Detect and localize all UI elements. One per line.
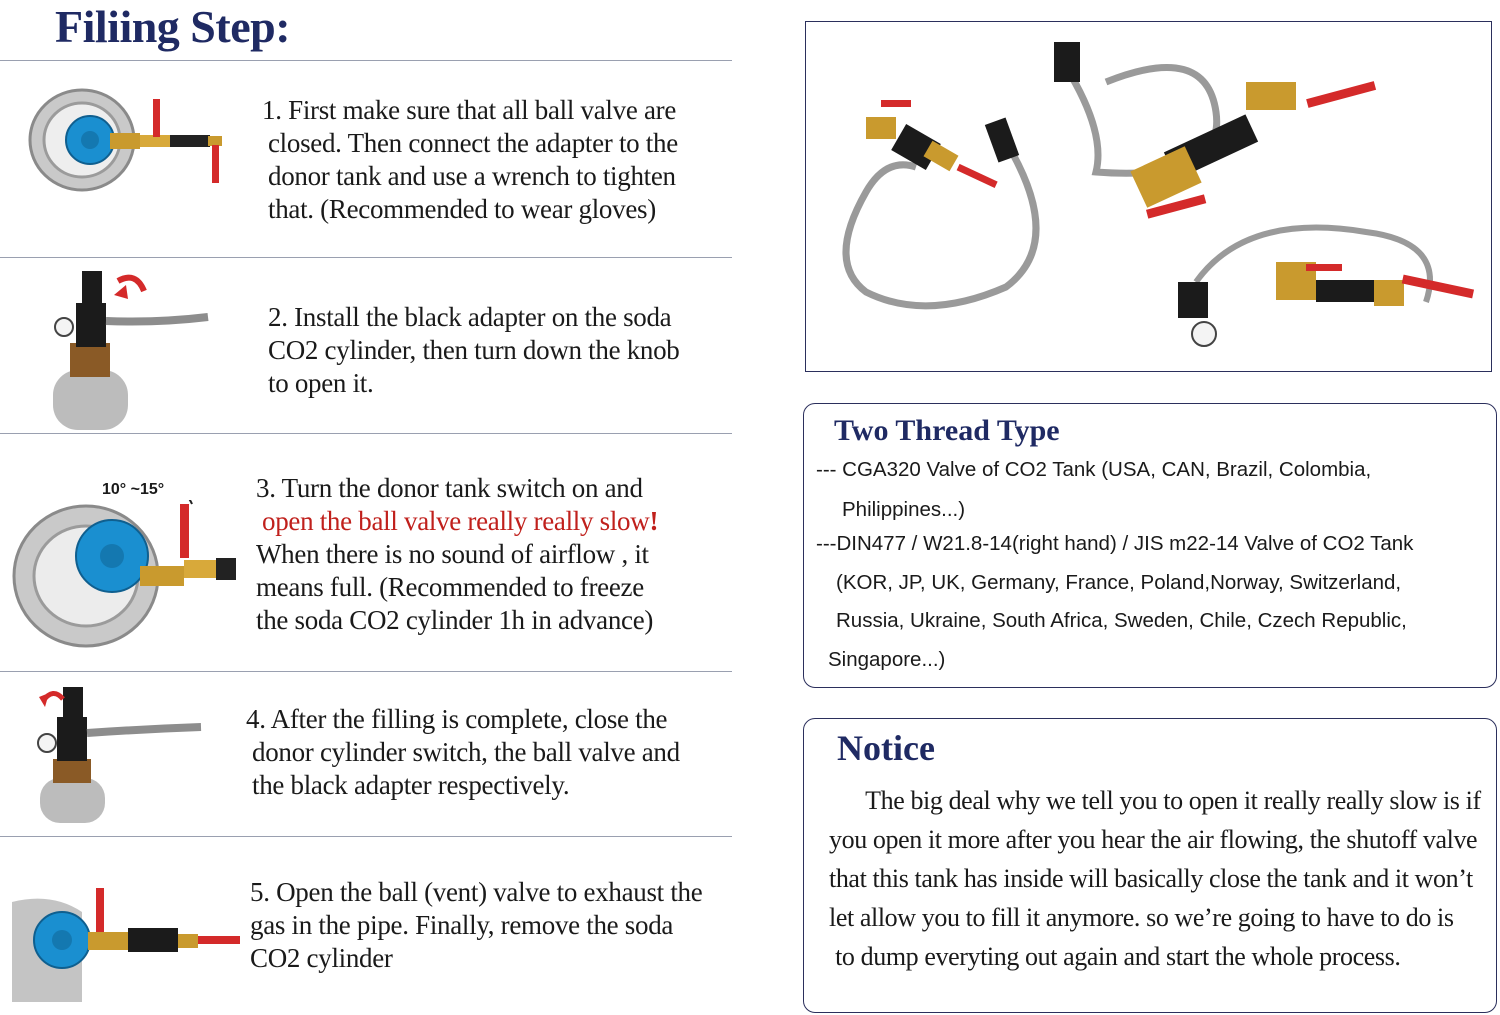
notice-text — [829, 781, 1481, 976]
notice-line: let allow you to fill it anymore. so we’re going to have to do is — [829, 903, 1454, 932]
thread-type-title: Two Thread Type — [834, 414, 1060, 447]
divider — [0, 433, 732, 434]
notice-line: that this tank has inside will basically close the tank and it won’t — [829, 864, 1473, 893]
divider — [0, 671, 732, 672]
step4-adapter-image — [35, 683, 205, 823]
step5-text: 5. Open the ball (vent) valve to exhaust the gas in the pipe. Finally, remove the soda CO2 cylinder — [250, 877, 703, 973]
thread-line: --- CGA320 Valve of CO2 Tank (USA, CAN, Brazil, Colombia, — [816, 458, 1372, 481]
step5-tank-valve-image — [12, 882, 244, 1002]
step2-adapter-image — [48, 265, 213, 430]
notice-title: Notice — [837, 728, 935, 768]
highlight-warning: open the ball valve really really slow — [262, 506, 650, 536]
step1-text: 1. First make sure that all ball valve are closed. Then connect the adapter to the donor tank and use a wrench to tighten that. (Recommended to wear gloves) — [262, 95, 678, 224]
divider — [0, 60, 732, 61]
step4-text: 4. After the filling is complete, close the donor cylinder switch, the ball valve and the black adapter respectively. — [246, 704, 680, 800]
notice-box — [803, 718, 1497, 1013]
step3-text: 3. Turn the donor tank switch on and open the ball valve really really slow! When there is no sound of airflow , it means full. (Recommended to freeze the soda CO2 cylinder 1h in advance) — [256, 473, 659, 635]
step1-tank-valve-image — [22, 85, 247, 195]
thread-type-box — [803, 403, 1497, 688]
thread-line: Philippines...) — [842, 498, 966, 521]
angle-label: 10° ~15° — [102, 481, 165, 498]
product-photo-frame — [805, 21, 1492, 372]
notice-line: you open it more after you hear the air flowing, the shutoff valve — [829, 825, 1478, 854]
notice-line: The big deal why we tell you to open it really really slow is if — [829, 786, 1481, 815]
divider — [0, 257, 732, 258]
notice-line: to dump everyting out again and start the whole process. — [829, 942, 1401, 971]
divider — [0, 836, 732, 837]
step2-text: 2. Install the black adapter on the soda CO2 cylinder, then turn down the knob to open it. — [268, 302, 680, 398]
page-title: Filiing Step: — [55, 1, 291, 52]
thread-line: ---DIN477 / W21.8-14(right hand) / JIS m22-14 Valve of CO2 Tank — [816, 532, 1414, 555]
thread-line: Singapore...) — [828, 648, 946, 671]
step3-tank-valve-image — [8, 500, 236, 650]
thread-line: Russia, Ukraine, South Africa, Sweden, Chile, Czech Republic, — [836, 609, 1407, 632]
product-hoses-image — [806, 22, 1490, 370]
thread-line: (KOR, JP, UK, Germany, France, Poland,Norway, Switzerland, — [836, 571, 1402, 594]
